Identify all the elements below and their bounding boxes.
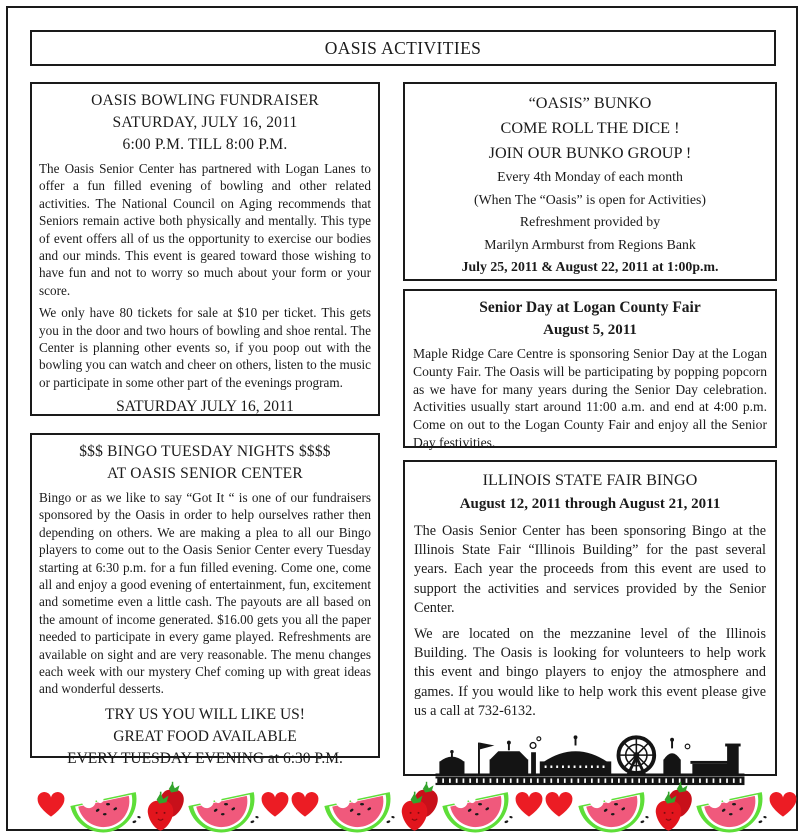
bunko-refreshment: Refreshment provided by	[519, 214, 661, 229]
watermelon-icon	[692, 782, 768, 828]
heart-icon	[514, 791, 544, 819]
page-title-box	[30, 30, 776, 66]
state-fair-dates: August 12, 2011 through August 21, 2011	[459, 496, 721, 512]
bingo-tuesday-box	[30, 433, 380, 767]
bowling-fundraiser-box	[30, 82, 380, 416]
bunko-schedule: Every 4th Monday of each month	[497, 169, 683, 184]
bunko-dates: July 25, 2011 & August 22, 2011 at 1:00p.m.	[461, 259, 719, 274]
bingo-subtitle: AT OASIS SENIOR CENTER	[107, 465, 303, 482]
heart-icon	[290, 791, 320, 819]
senior-day-date: August 5, 2011	[543, 322, 637, 338]
strawberry-icon	[142, 782, 184, 828]
decorative-border	[36, 780, 778, 830]
bowling-footer-date: SATURDAY JULY 16, 2011	[116, 398, 294, 416]
fairground-skyline-image	[434, 731, 746, 787]
bingo-body: Bingo or as we like to say “Got It “ is one of our fundraisers sponsored by the Oasis in order to help ourselves rather then depending on others. We are making a plea to all our Bingo players to come out to the Oasis Senior Center every Tuesday starting at 6:30 p.m. for a fun filled evening. Come one, come all and enjoy a good evening of entertainment, fun, excitement and sometime even a little cash. The payouts are all based on the amount of income generated. $16.00 gets you all the paper needed to participate in every game played. Refreshments are available on sight and are very reasonable. The menu changes each week with our mystery Chef coming up with great ideas and wonderful desserts.	[39, 490, 371, 697]
watermelon-icon	[438, 782, 514, 828]
bowling-title: OASIS BOWLING FUNDRAISER	[91, 92, 319, 109]
bowling-paragraph-1: The Oasis Senior Center has partnered with Logan Lanes to offer a fun filled evening of bowling and other related activities. The National Council on Aging recommends that Seniors remain active both physically and mentally. This type of event offers all of us the opportunity to exercise our bodies and our minds. This event is geared toward those wishing to have fun and not to worry so much about your form or your score.	[39, 161, 371, 298]
strawberry-icon	[650, 782, 692, 828]
bingo-footer-1: TRY US YOU WILL LIKE US!	[105, 705, 305, 723]
bunko-condition: (When The “Oasis” is open for Activities)	[474, 191, 706, 207]
bingo-title: $$$ BINGO TUESDAY NIGHTS $$$$	[79, 443, 331, 460]
senior-day-box	[403, 289, 777, 448]
bowling-date: SATURDAY, JULY 16, 2011	[112, 114, 298, 131]
heart-icon	[36, 791, 66, 819]
bunko-line-roll-dice: COME ROLL THE DICE !	[500, 119, 680, 137]
strawberry-icon	[396, 782, 438, 828]
watermelon-icon	[574, 782, 650, 828]
bunko-line-join-group: JOIN OUR BUNKO GROUP !	[488, 144, 692, 162]
bunko-sponsor: Marilyn Armburst from Regions Bank	[484, 236, 696, 252]
heart-icon	[260, 791, 290, 819]
bunko-box	[403, 82, 777, 281]
bowling-time: 6:00 P.M. TILL 8:00 P.M.	[122, 136, 288, 153]
senior-day-title: Senior Day at Logan County Fair	[479, 299, 701, 316]
state-fair-paragraph-2: We are located on the mezzanine level of the Illinois Building. The Oasis is looking for volunteers to help work this event and bingo players to enjoy the atmosphere and games. If you would like to help work this event please give us a call at 732-6132.	[414, 626, 766, 719]
bingo-footer-3: EVERY TUESDAY EVENING at 6:30 P.M.	[67, 749, 343, 767]
watermelon-icon	[66, 782, 142, 828]
heart-icon	[544, 791, 574, 819]
state-fair-title: ILLINOIS STATE FAIR BINGO	[482, 471, 698, 489]
state-fair-bingo-box	[403, 460, 777, 776]
page-title: OASIS ACTIVITIES	[324, 37, 482, 58]
state-fair-paragraph-1: The Oasis Senior Center has been sponsoring Bingo at the Illinois State Fair “Illinois Building” for the past several years. Each year the proceeds from this event are used to support the activities and services provided by the Senior Center.	[414, 523, 766, 616]
bowling-paragraph-2: We only have 80 tickets for sale at $10 per ticket. This gets you in the door and two hours of bowling and shoe rental. The Center is planning other events so, if you poop out with the bowling you can watch and cheer on others, listen to the music or participate in some other part of the evenings program.	[39, 305, 371, 390]
heart-icon	[768, 791, 798, 819]
watermelon-icon	[320, 782, 396, 828]
bingo-footer-2: GREAT FOOD AVAILABLE	[113, 727, 297, 745]
senior-day-body: Maple Ridge Care Centre is sponsoring Senior Day at the Logan County Fair. The Oasis will be participating by popping popcorn as we have for many years during the Senior Day celebration. Activities usually start around 11:00 a.m. and end at 4:00 p.m. Come on out to the Logan County Fair and enjoy all the Senior Day festivities.	[413, 346, 767, 450]
bunko-title: “OASIS” BUNKO	[528, 94, 652, 112]
watermelon-icon	[184, 782, 260, 828]
